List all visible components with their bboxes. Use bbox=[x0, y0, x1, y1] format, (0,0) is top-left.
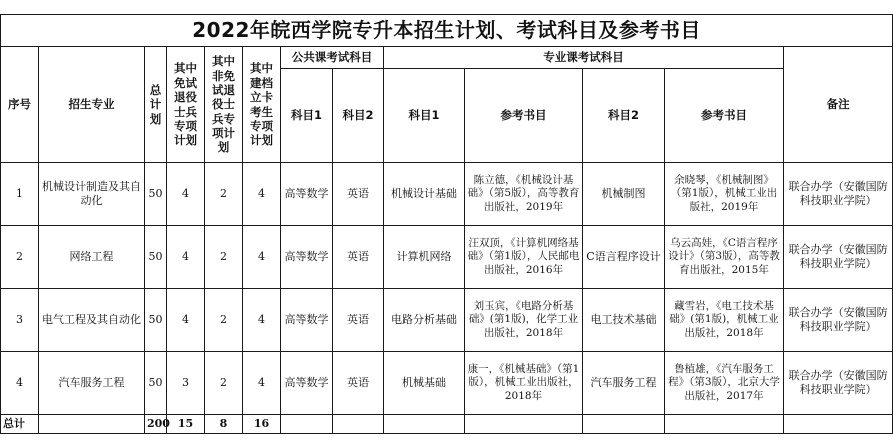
cell-ref-book2: 余晓琴，《机械制图》（第1版），机械工业出版社，2019年 bbox=[665, 163, 784, 226]
header-nonexempt-veteran: 其中非免试退役士兵专项计划 bbox=[205, 47, 243, 163]
cell-seq: 1 bbox=[1, 163, 39, 226]
header-major-subject2: 科目2 bbox=[583, 69, 665, 163]
totals-empty bbox=[784, 415, 893, 434]
totals-poverty: 16 bbox=[243, 415, 281, 434]
cell-ref-book1: 汪双顶，《计算机网络基础》（第1版），人民邮电出版社，2016年 bbox=[465, 226, 583, 289]
cell-major: 网络工程 bbox=[39, 226, 145, 289]
document-title: 2022年皖西学院专升本招生计划、考试科目及参考书目 bbox=[1, 15, 893, 47]
totals-empty-major bbox=[39, 415, 145, 434]
header-ref-book1: 参考书目 bbox=[465, 69, 583, 163]
cell-major-subject1: 计算机网络 bbox=[384, 226, 465, 289]
header-seq: 序号 bbox=[1, 47, 39, 163]
cell-poverty: 4 bbox=[243, 226, 281, 289]
totals-empty bbox=[333, 415, 384, 434]
totals-empty bbox=[281, 415, 333, 434]
cell-major: 机械设计制造及其自动化 bbox=[39, 163, 145, 226]
cell-total: 50 bbox=[145, 163, 167, 226]
cell-seq: 2 bbox=[1, 226, 39, 289]
header-major-exam: 专业课考试科目 bbox=[384, 47, 784, 69]
cell-public-subject1: 高等数学 bbox=[281, 163, 333, 226]
cell-nonexempt: 2 bbox=[205, 352, 243, 415]
cell-poverty: 4 bbox=[243, 289, 281, 352]
cell-exempt: 4 bbox=[167, 163, 205, 226]
cell-major: 汽车服务工程 bbox=[39, 352, 145, 415]
cell-major-subject2: 机械制图 bbox=[583, 163, 665, 226]
cell-seq: 4 bbox=[1, 352, 39, 415]
header-poverty-plan: 其中建档立卡考生专项计划 bbox=[243, 47, 281, 163]
header-ref-book2: 参考书目 bbox=[665, 69, 784, 163]
table-row bbox=[1, 163, 893, 226]
totals-empty bbox=[665, 415, 784, 434]
header-exempt-veteran: 其中免试退役士兵专项计划 bbox=[167, 47, 205, 163]
cell-poverty: 4 bbox=[243, 352, 281, 415]
totals-exempt: 15 bbox=[167, 415, 205, 434]
totals-nonexempt: 8 bbox=[205, 415, 243, 434]
cell-ref-book1: 康一，《机械基础》（第1版），机械工业出版社，2018年 bbox=[465, 352, 583, 415]
cell-major-subject2: 汽车服务工程 bbox=[583, 352, 665, 415]
table-row bbox=[1, 289, 893, 352]
cell-ref-book1: 刘玉宾，《电路分析基础》(第1版)，化学工业出版社，2018年 bbox=[465, 289, 583, 352]
cell-exempt: 4 bbox=[167, 289, 205, 352]
cell-remark: 联合办学（安徽国防科技职业学院） bbox=[784, 163, 893, 226]
cell-major-subject1: 机械基础 bbox=[384, 352, 465, 415]
cell-nonexempt: 2 bbox=[205, 289, 243, 352]
totals-row bbox=[1, 415, 893, 434]
totals-label: 总计 bbox=[1, 415, 39, 434]
table-row bbox=[1, 226, 893, 289]
cell-nonexempt: 2 bbox=[205, 226, 243, 289]
cell-public-subject2: 英语 bbox=[333, 226, 384, 289]
cell-major-subject2: 电工技术基础 bbox=[583, 289, 665, 352]
header-total-plan: 总计划 bbox=[145, 47, 167, 163]
cell-seq: 3 bbox=[1, 289, 39, 352]
header-public-exam: 公共课考试科目 bbox=[281, 47, 384, 69]
cell-total: 50 bbox=[145, 289, 167, 352]
cell-remark: 联合办学（安徽国防科技职业学院） bbox=[784, 289, 893, 352]
cell-ref-book2: 乌云高娃，《C语言程序设计》（第3版），高等教育出版社，2015年 bbox=[665, 226, 784, 289]
cell-exempt: 4 bbox=[167, 226, 205, 289]
header-major-subject1: 科目1 bbox=[384, 69, 465, 163]
totals-empty bbox=[583, 415, 665, 434]
cell-public-subject2: 英语 bbox=[333, 289, 384, 352]
cell-remark: 联合办学（安徽国防科技职业学院） bbox=[784, 352, 893, 415]
cell-exempt: 3 bbox=[167, 352, 205, 415]
cell-nonexempt: 2 bbox=[205, 163, 243, 226]
header-remark: 备注 bbox=[784, 47, 893, 163]
cell-public-subject1: 高等数学 bbox=[281, 226, 333, 289]
cell-major-subject1: 机械设计基础 bbox=[384, 163, 465, 226]
cell-major-subject2: C语言程序设计 bbox=[583, 226, 665, 289]
cell-ref-book1: 陈立德，《机械设计基础》（第5版），高等教育出版社，2019年 bbox=[465, 163, 583, 226]
cell-poverty: 4 bbox=[243, 163, 281, 226]
admission-plan-table bbox=[0, 14, 893, 434]
header-major: 招生专业 bbox=[39, 47, 145, 163]
header-public-subject1: 科目1 bbox=[281, 69, 333, 163]
header-public-subject2: 科目2 bbox=[333, 69, 384, 163]
totals-empty bbox=[465, 415, 583, 434]
cell-ref-book2: 藏雪岩，《电工技术基础》(第1版)，机械工业出版社，2018年 bbox=[665, 289, 784, 352]
cell-total: 50 bbox=[145, 352, 167, 415]
cell-major-subject1: 电路分析基础 bbox=[384, 289, 465, 352]
cell-public-subject2: 英语 bbox=[333, 352, 384, 415]
cell-ref-book2: 鲁植雄，《汽车服务工程》（第3版），北京大学出版社，2017年 bbox=[665, 352, 784, 415]
cell-public-subject2: 英语 bbox=[333, 163, 384, 226]
cell-remark: 联合办学（安徽国防科技职业学院） bbox=[784, 226, 893, 289]
cell-public-subject1: 高等数学 bbox=[281, 289, 333, 352]
cell-total: 50 bbox=[145, 226, 167, 289]
cell-public-subject1: 高等数学 bbox=[281, 352, 333, 415]
totals-total: 200 bbox=[145, 415, 167, 434]
cell-major: 电气工程及其自动化 bbox=[39, 289, 145, 352]
totals-empty bbox=[384, 415, 465, 434]
table-row bbox=[1, 352, 893, 415]
